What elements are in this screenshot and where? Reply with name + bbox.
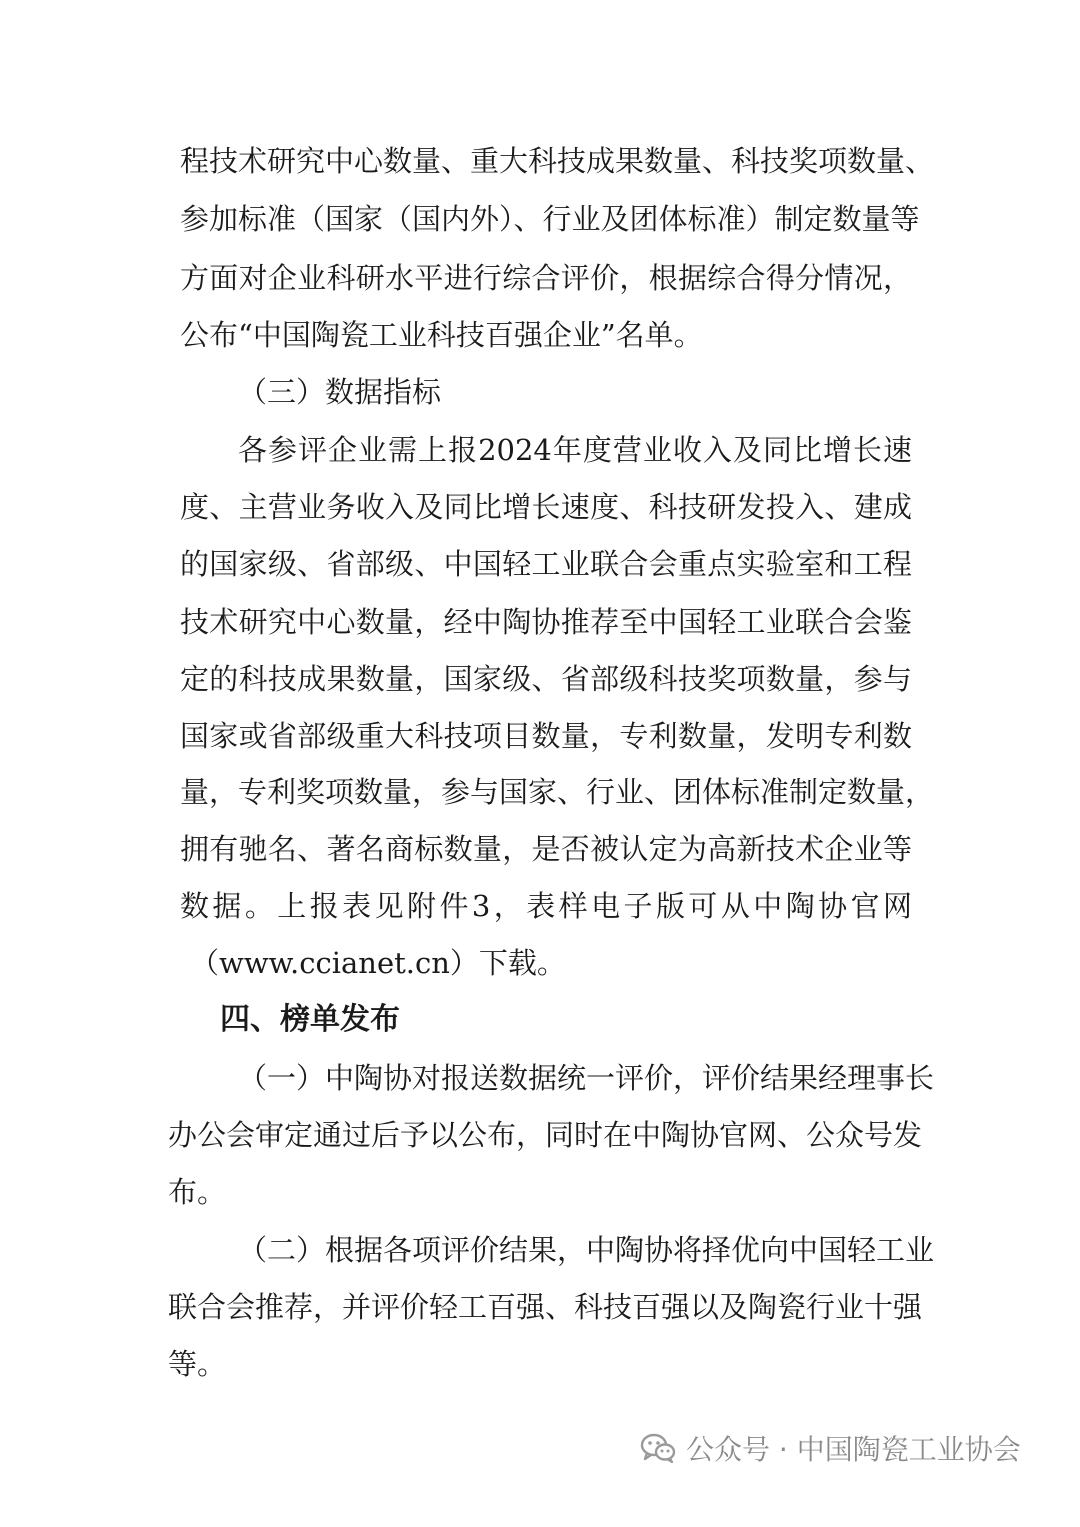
paragraph-line: 技术研究中心数量，经中陶协推荐至中国轻工业联合会鉴: [180, 605, 912, 639]
paragraph-line: 数据。上报表见附件3，表样电子版可从中陶协官网: [180, 889, 912, 923]
paragraph-line: 程技术研究中心数量、重大科技成果数量、科技奖项数量、: [180, 144, 935, 178]
paragraph-line: 等。: [168, 1347, 227, 1381]
paragraph-line: （二）根据各项评价结果，中陶协将择优向中国轻工业: [238, 1233, 935, 1267]
paragraph-line: 定的科技成果数量，国家级、省部级科技奖项数量，参与: [180, 662, 912, 696]
paragraph-line: 联合会推荐，并评价轻工百强、科技百强以及陶瓷行业十强: [168, 1290, 923, 1324]
paragraph-line: 国家或省部级重大科技项目数量，专利数量，发明专利数: [180, 719, 912, 753]
paragraph-line: 各参评企业需上报2024年度营业收入及同比增长速: [238, 433, 912, 467]
paragraph-line: 的国家级、省部级、中国轻工业联合会重点实验室和工程: [180, 547, 912, 581]
paragraph-line: 拥有驰名、著名商标数量，是否被认定为高新技术企业等: [180, 832, 912, 866]
paragraph-line: 参加标准（国家（国内外）、行业及团体标准）制定数量等: [180, 202, 920, 236]
paragraph-line-url: （www.ccianet.cn）下载。: [190, 946, 566, 980]
section-heading-ranking-release: 四、榜单发布: [220, 1002, 400, 1037]
section-heading-data-indicators: （三）数据指标: [238, 375, 442, 409]
paragraph-line: 量，专利奖项数量，参与国家、行业、团体标准制定数量，: [180, 775, 935, 809]
paragraph-line: 方面对企业科研水平进行综合评价，根据综合得分情况，: [180, 261, 912, 295]
paragraph-line: （一）中陶协对报送数据统一评价，评价结果经理事长: [238, 1061, 935, 1095]
watermark: [640, 1426, 1021, 1470]
watermark-text: 公众号 · 中国陶瓷工业协会: [686, 1433, 1021, 1466]
wechat-icon: [640, 1432, 676, 1464]
paragraph-line: 布。: [168, 1175, 227, 1209]
paragraph-line: 办公会审定通过后予以公布，同时在中陶协官网、公众号发: [168, 1118, 923, 1152]
paragraph-line: 度、主营业务收入及同比增长速度、科技研发投入、建成: [180, 490, 912, 524]
paragraph-line: 公布“中国陶瓷工业科技百强企业”名单。: [180, 318, 703, 352]
